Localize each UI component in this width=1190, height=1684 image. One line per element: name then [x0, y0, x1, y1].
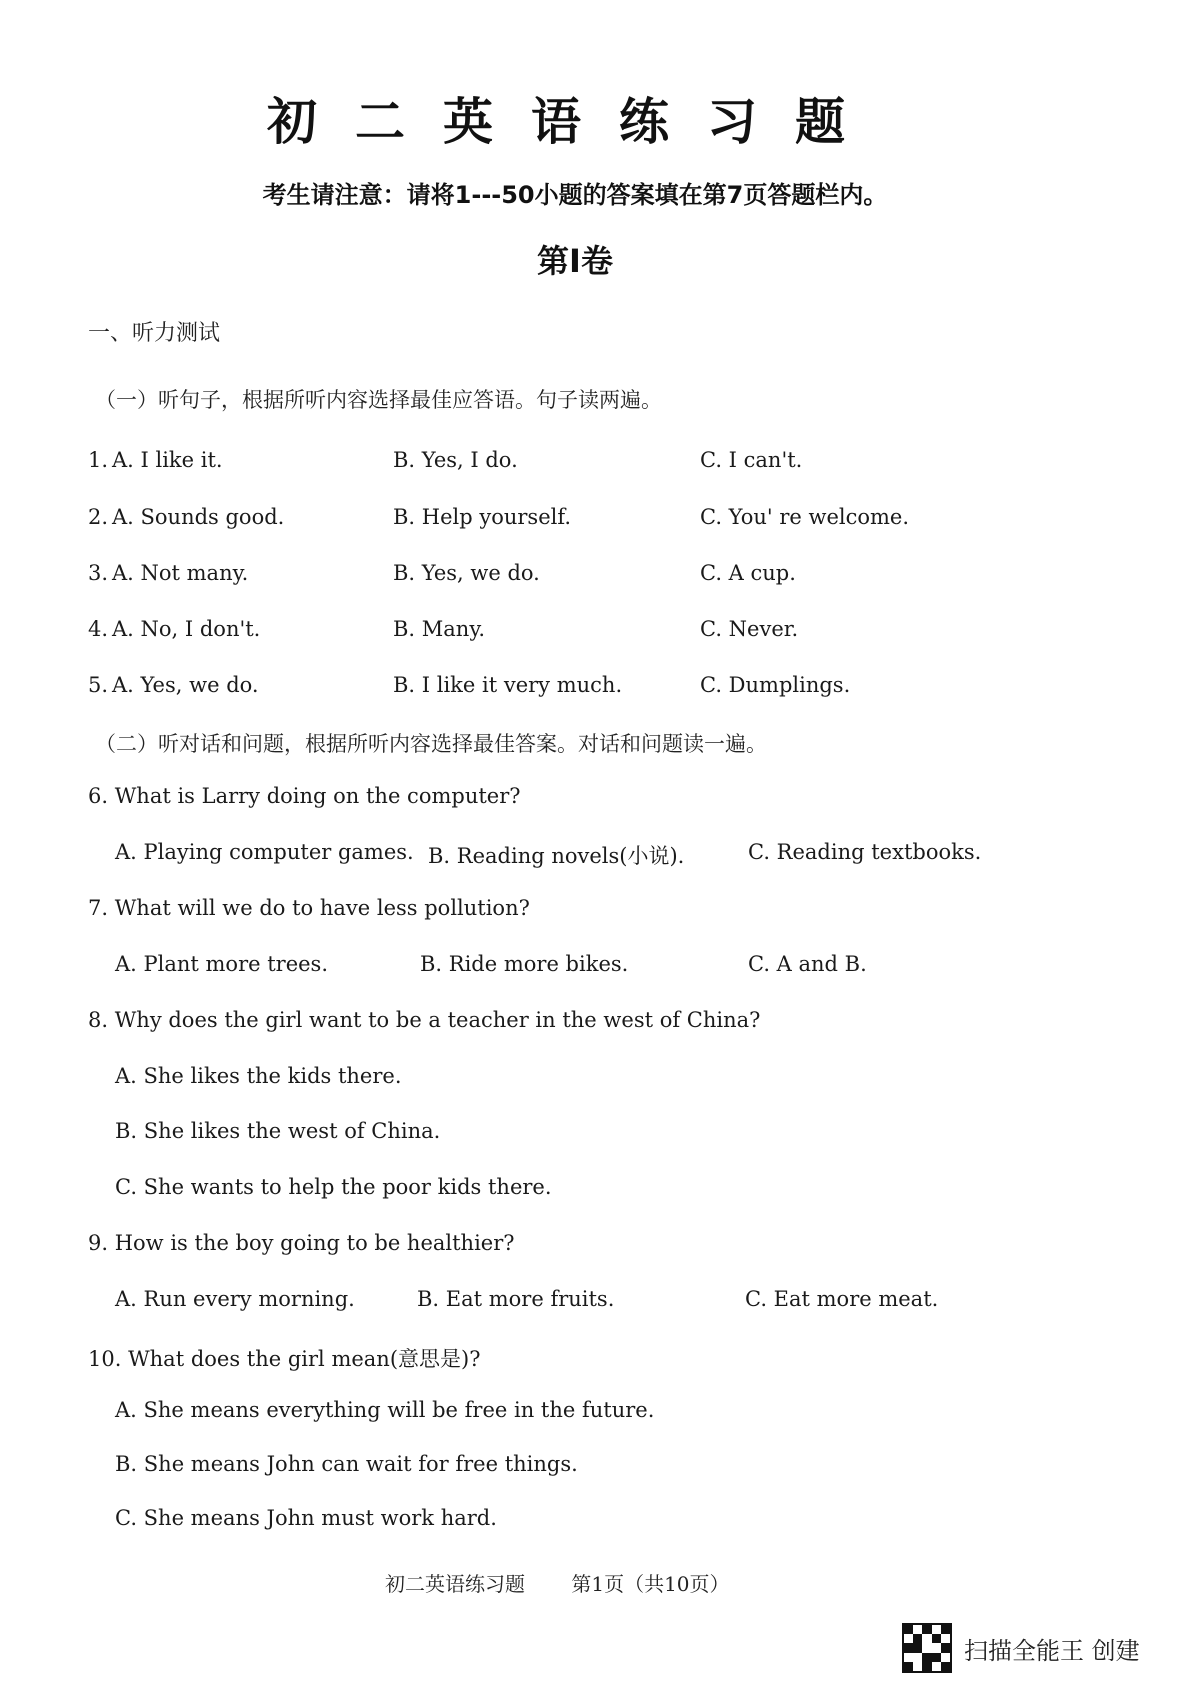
option-c: C. I can't.: [700, 448, 803, 472]
option-c: C. Eat more meat.: [745, 1287, 939, 1311]
option-c: C. She wants to help the poor kids there.: [115, 1175, 552, 1199]
option-c: C. A and B.: [748, 952, 867, 976]
option-b: B. She means John can wait for free things.: [115, 1452, 578, 1476]
volume-heading: 第I卷: [537, 242, 613, 280]
option-a: A. Not many.: [112, 561, 249, 585]
item-number: 2.: [88, 505, 109, 529]
option-b: B. Ride more bikes.: [420, 952, 629, 976]
page-title: 初二英语练习题: [267, 93, 883, 151]
watermark-text: 扫描全能王 创建: [964, 1636, 1140, 1665]
option-c: C. She means John must work hard.: [115, 1506, 497, 1530]
page-footer: [385, 1568, 770, 1597]
option-b: B. Many.: [393, 617, 486, 641]
footer-page-number: 第1页（共10页）: [571, 1572, 730, 1596]
item-number: 3.: [88, 561, 109, 585]
option-c: C. You' re welcome.: [700, 505, 910, 529]
option-b: B. She likes the west of China.: [115, 1119, 441, 1143]
option-c: C. Never.: [700, 617, 799, 641]
option-c: C. Dumplings.: [700, 673, 851, 697]
option-a: A. She means everything will be free in the future.: [115, 1398, 655, 1422]
scanner-watermark: [902, 1623, 1140, 1673]
option-b: B. Yes, I do.: [393, 448, 518, 472]
part2-instruction: （二）听对话和问题，根据所听内容选择最佳答案。对话和问题读一遍。: [95, 732, 767, 756]
question-10: 10. What does the girl mean(意思是)?: [88, 1347, 481, 1371]
option-c: C. A cup.: [700, 561, 796, 585]
footer-name: 初二英语练习题: [385, 1572, 525, 1596]
option-b: B. Yes, we do.: [393, 561, 540, 585]
option-a: A. Sounds good.: [112, 505, 285, 529]
item-number: 5.: [88, 673, 109, 697]
option-a: A. No, I don't.: [112, 617, 261, 641]
question-7: 7. What will we do to have less pollution?: [88, 896, 530, 920]
part1-instruction: （一）听句子，根据所听内容选择最佳应答语。句子读两遍。: [95, 388, 662, 412]
item-number: 4.: [88, 617, 109, 641]
option-a: A. Plant more trees.: [115, 952, 329, 976]
option-a: A. Run every morning.: [115, 1287, 355, 1311]
option-b: B. I like it very much.: [393, 673, 623, 697]
option-b: B. Reading novels(小说).: [428, 844, 685, 868]
question-6: 6. What is Larry doing on the computer?: [88, 784, 521, 808]
section-heading-listening: 一、听力测试: [88, 321, 221, 346]
qr-code-icon: [902, 1623, 952, 1673]
option-a: A. She likes the kids there.: [115, 1064, 402, 1088]
question-8: 8. Why does the girl want to be a teacher in the west of China?: [88, 1008, 761, 1032]
option-a: A. Playing computer games.: [115, 840, 414, 864]
option-b: B. Help yourself.: [393, 505, 572, 529]
question-9: 9. How is the boy going to be healthier?: [88, 1231, 515, 1255]
option-b: B. Eat more fruits.: [417, 1287, 615, 1311]
item-number: 1.: [88, 448, 109, 472]
option-a: A. Yes, we do.: [112, 673, 259, 697]
option-c: C. Reading textbooks.: [748, 840, 982, 864]
option-a: A. I like it.: [112, 448, 223, 472]
exam-notice: 考生请注意：请将1---50小题的答案填在第7页答题栏内。: [262, 181, 888, 209]
